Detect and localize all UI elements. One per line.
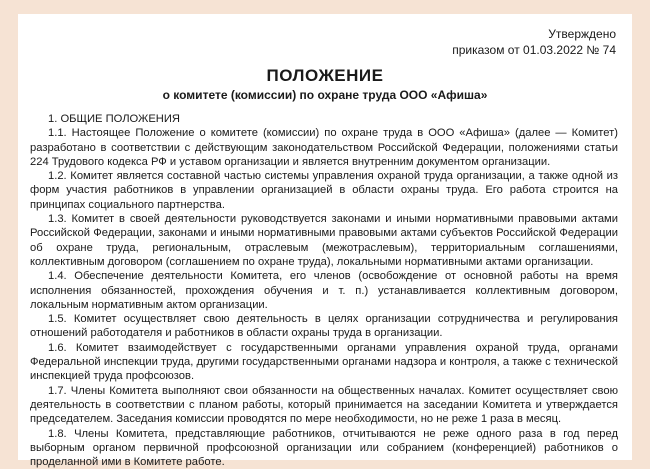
- paragraph-1-2: 1.2. Комитет является составной частью системы управления охраной труда организации, а также одной из форм участия работников в управлении организацией в области охраны труда. Его работа строится на принципах социального партнерства.: [30, 170, 618, 211]
- document-body: [30, 112, 618, 469]
- document-subtitle: о комитете (комиссии) по охране труда ООО «Афиша»: [162, 88, 488, 102]
- approval-line-2: приказом от 01.03.2022 № 74: [452, 43, 616, 57]
- approval-stamp: [452, 26, 616, 58]
- paragraph-1-6: 1.6. Комитет взаимодействует с государственными органами управления охраной труда, органами Федеральной инспекции труда, другими государственными органами надзора и контроля, а также с технической инспекцией труда профсоюзов.: [30, 341, 618, 383]
- paragraph-1-7: 1.7. Члены Комитета выполняют свои обязанности на общественных началах. Комитет осуществляет свою деятельность в соответствии с планом работы, который принимается на заседании Комитета и утверждается председателем. Заседания комиссии проводятся по мере необходимости, но не реже 1 раза в месяц.: [30, 384, 618, 426]
- paragraph-1-3: 1.3. Комитет в своей деятельности руководствуется законами и иными нормативными правовыми актами Российской Федерации, законами и иными нормативными правовыми актами субъектов Российской Федерации об охране труда, региональным, отраслевым (межотраслевым), территориальным соглашениями, коллективным договором (соглашением по охране труда), локальными нормативными актами организации.: [30, 213, 618, 268]
- paragraph-1-1: 1.1. Настоящее Положение о комитете (комиссии) по охране труда в ООО «Афиша» (далее — Комитет) разработано в соответствии с действующим законодательством Российской Федерации, положениями статьи 224 Трудового кодекса РФ и уставом организации и является внутренним документом организации.: [30, 127, 618, 168]
- document-page: [18, 14, 632, 469]
- paragraph-1-4: 1.4. Обеспечение деятельности Комитета, его членов (освобождение от основной работы на время исполнения обязанностей, прохождения обучения и т. п.) устанавливается коллективным договором, локальным нормативным актом организации.: [30, 270, 618, 311]
- paragraph-1-5: 1.5. Комитет осуществляет свою деятельность в целях организации сотрудничества и регулирования отношений работодателя и работников в области охраны труда в организации.: [30, 313, 618, 340]
- section-heading: 1. ОБЩИЕ ПОЛОЖЕНИЯ: [48, 113, 180, 125]
- paragraph-1-8: 1.8. Члены Комитета, представляющие работников, отчитываются не реже одного раза в год перед выборным органом первичной профсоюзной организации или собранием (конференцией) работников о проделанной ими в Комитете работе.: [30, 427, 618, 469]
- approval-line-1: Утверждено: [548, 27, 616, 41]
- document-title: ПОЛОЖЕНИЕ: [266, 66, 384, 85]
